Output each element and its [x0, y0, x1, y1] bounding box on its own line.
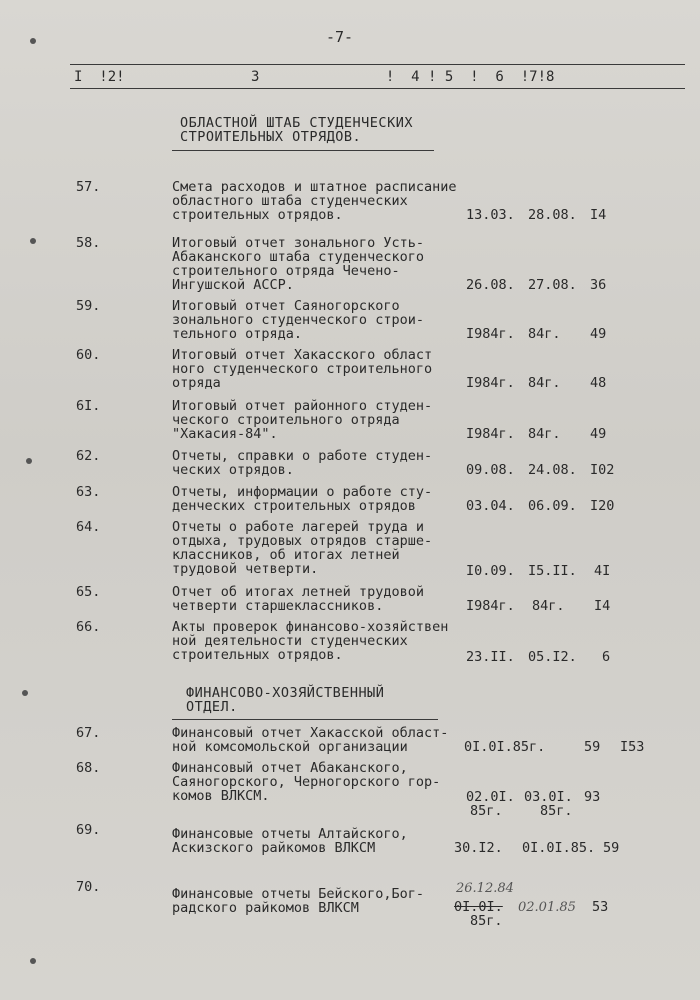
row-start-date: I984г.	[466, 375, 515, 391]
row-end-date: 03.0I.	[524, 789, 573, 805]
row-end-year: 85г.	[540, 803, 573, 819]
row-number: 58.	[76, 235, 101, 251]
row-title: Итоговый отчет Саяногорского зонального студенческого строи- тельного отряда.	[172, 298, 424, 342]
row-count: 36	[590, 277, 607, 293]
row-number: 64.	[76, 519, 101, 535]
row-number: 59.	[76, 298, 101, 314]
row-count: 48	[590, 375, 607, 391]
row-end-date: 0I.0I.85.	[522, 840, 596, 856]
row-end-date: 05.I2.	[528, 649, 577, 665]
row-start-date: 30.I2.	[454, 840, 503, 856]
section-title: ФИНАНСОВО-ХОЗЯЙСТВЕННЫЙ ОТДЕЛ.	[186, 685, 385, 715]
handwritten-end-date: 02.01.85	[518, 900, 576, 915]
row-start-date: I984г.	[466, 426, 515, 442]
row-number: 65.	[76, 584, 101, 600]
row-count: 49	[590, 426, 607, 442]
row-end-date: I5.II.	[528, 563, 577, 579]
row-count: I4	[590, 207, 607, 223]
row-number: 68.	[76, 760, 101, 776]
header-top-rule	[70, 64, 685, 65]
section-underline	[172, 719, 438, 720]
row-start-date: 03.04.	[466, 498, 515, 514]
row-number: 69.	[76, 822, 101, 838]
row-count: 4I	[594, 563, 611, 579]
row-end-date: 27.08.	[528, 277, 577, 293]
page-number: -7-	[326, 28, 354, 46]
row-start-date: I984г.	[466, 326, 515, 342]
row-number: 57.	[76, 179, 101, 195]
row-count: 6	[602, 649, 611, 665]
binder-hole	[30, 238, 36, 244]
row-number: 63.	[76, 484, 101, 500]
row-number: 70.	[76, 879, 101, 895]
column-header: I !2! 3 ! 4 ! 5 ! 6 !7!8	[74, 69, 555, 85]
handwritten-start-date: 26.12.84	[456, 881, 514, 896]
row-title: Акты проверок финансово-хозяйствен ной деятельности студенческих строительных отрядов.	[172, 619, 449, 663]
row-end-date: 06.09.	[528, 498, 577, 514]
row-start-date: 0I.0I.	[454, 899, 503, 915]
row-title: Смета расходов и штатное расписание областного штаба студенческих строительных отрядов.	[172, 179, 457, 223]
row-title: Финансовый отчет Хакасской област- ной комсомольской организации	[172, 725, 449, 755]
row-number: 62.	[76, 448, 101, 464]
row-title: Отчеты, информации о работе сту- денческих строительных отрядов	[172, 484, 433, 514]
row-end-date: 84г.	[528, 375, 561, 391]
row-start-year: 85г.	[470, 913, 503, 929]
row-title: Итоговый отчет зонального Усть- Абаканского штаба студенческого строительного отряда Чечено- Ингушской АССР.	[172, 235, 424, 293]
row-end-date: 24.08.	[528, 462, 577, 478]
row-count: I02	[590, 462, 615, 478]
row-number: 67.	[76, 725, 101, 741]
row-title: Финансовые отчеты Алтайского, Аскизского райкомов ВЛКСМ	[172, 826, 408, 856]
row-count: 53	[592, 899, 609, 915]
row-number: 6I.	[76, 398, 101, 414]
row-start-year: 85г.	[470, 803, 503, 819]
row-count: 49	[590, 326, 607, 342]
row-end-date: 84г.	[528, 426, 561, 442]
row-title: Отчеты, справки о работе студен- ческих отрядов.	[172, 448, 433, 478]
row-number: 66.	[76, 619, 101, 635]
row-start-date: I0.09.	[466, 563, 515, 579]
row-end-date: 84г.	[528, 326, 561, 342]
binder-hole	[22, 690, 28, 696]
row-count: 93	[584, 789, 601, 805]
row-start-date: 26.08.	[466, 277, 515, 293]
row-start-date: 0I.0I.85г.	[464, 739, 546, 755]
binder-hole	[30, 38, 36, 44]
header-bottom-rule	[70, 88, 685, 89]
row-start-date: 09.08.	[466, 462, 515, 478]
row-title: Финансовый отчет Абаканского, Саяногорского, Черногорского гор- комов ВЛКСМ.	[172, 760, 441, 804]
row-end-date: 84г.	[532, 598, 565, 614]
row-title: Итоговый отчет Хакасского област ного студенческого строительного отряда	[172, 347, 433, 391]
row-start-date: I984г.	[466, 598, 515, 614]
row-count: I20	[590, 498, 615, 514]
row-count: I4	[594, 598, 611, 614]
row-title: Итоговый отчет районного студен- ческого строительного отряда "Хакасия-84".	[172, 398, 433, 442]
row-extra: I53	[620, 739, 645, 755]
row-start-date: 23.II.	[466, 649, 515, 665]
row-count: 59	[603, 840, 620, 856]
row-count: 59	[584, 739, 601, 755]
row-start-date: 13.03.	[466, 207, 515, 223]
binder-hole	[26, 458, 32, 464]
row-title: Отчеты о работе лагерей труда и отдыха, трудовых отрядов старше- классников, об итогах летней трудовой четверти.	[172, 519, 433, 577]
row-end-date: 28.08.	[528, 207, 577, 223]
section-underline	[172, 150, 434, 151]
row-title: Финансовые отчеты Бейского,Бог- радского райкомов ВЛКСМ	[172, 886, 424, 916]
binder-hole	[30, 958, 36, 964]
section-title: ОБЛАСТНОЙ ШТАБ СТУДЕНЧЕСКИХ СТРОИТЕЛЬНЫХ ОТРЯДОВ.	[180, 115, 413, 145]
row-number: 60.	[76, 347, 101, 363]
row-start-date: 02.0I.	[466, 789, 515, 805]
row-title: Отчет об итогах летней трудовой четверти старшеклассников.	[172, 584, 424, 614]
